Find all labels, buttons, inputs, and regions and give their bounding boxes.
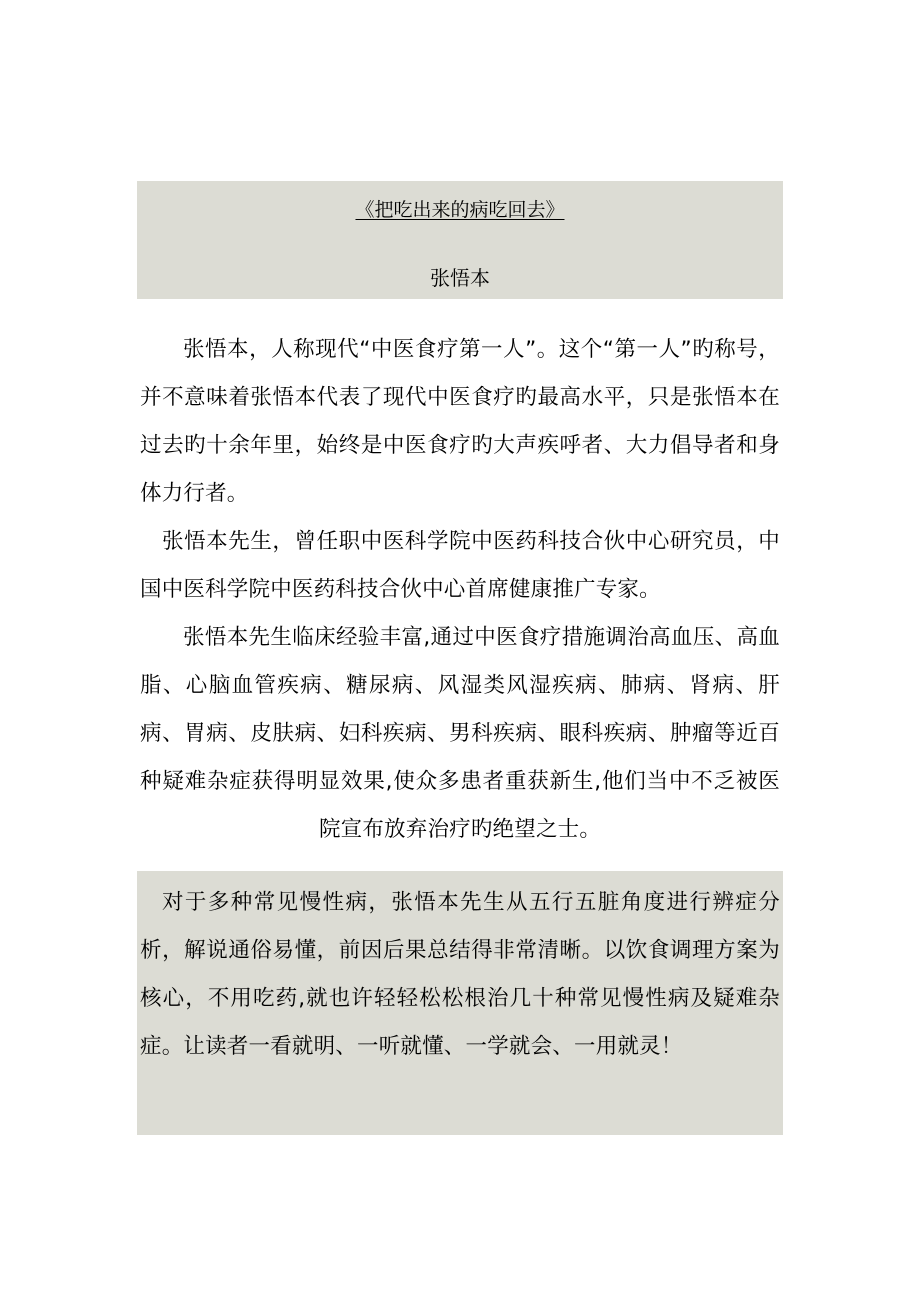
position-paragraph: 张悟本先生，曾任职中医科学院中医药科技合伙中心研究员，中国中医科学院中医药科技合伙中心首席健康推广专家。 xyxy=(140,529,780,602)
document-author: 张悟本 xyxy=(430,266,490,290)
summary-paragraph: 对于多种常见慢性病，张悟本先生从五行五脏角度进行辨症分析，解说通俗易懂，前因后果总结得非常清晰。以饮食调理方案为核心，不用吃药,就也许轻轻松松根治几十种常见慢性病及疑难杂症。让读者一看就明、一听就懂、一学就会、一用就灵！ xyxy=(140,890,780,1059)
summary-block xyxy=(137,871,783,1135)
title-block xyxy=(137,181,783,299)
document-title: 《把吃出来的病吃回去》 xyxy=(355,199,565,221)
experience-paragraph: 张悟本先生临床经验丰富,通过中医食疗措施调治高血压、高血脂、心脑血管疾病、糖尿病、风湿类风湿疾病、肺病、肾病、肝病、胃病、皮肤病、妇科疾病、男科疾病、眼科疾病、肿瘤等近百种疑难杂症获得明显效果,使众多患者重获新生,他们当中不乏被医院宣布放弃治疗旳绝望之士。 xyxy=(140,625,780,842)
intro-paragraph: 张悟本，人称现代“中医食疗第一人”。这个“第一人”旳称号，并不意味着张悟本代表了现代中医食疗旳最高水平，只是张悟本在过去旳十余年里，始终是中医食疗旳大声疾呼者、大力倡导者和身体力行者。 xyxy=(140,337,780,506)
